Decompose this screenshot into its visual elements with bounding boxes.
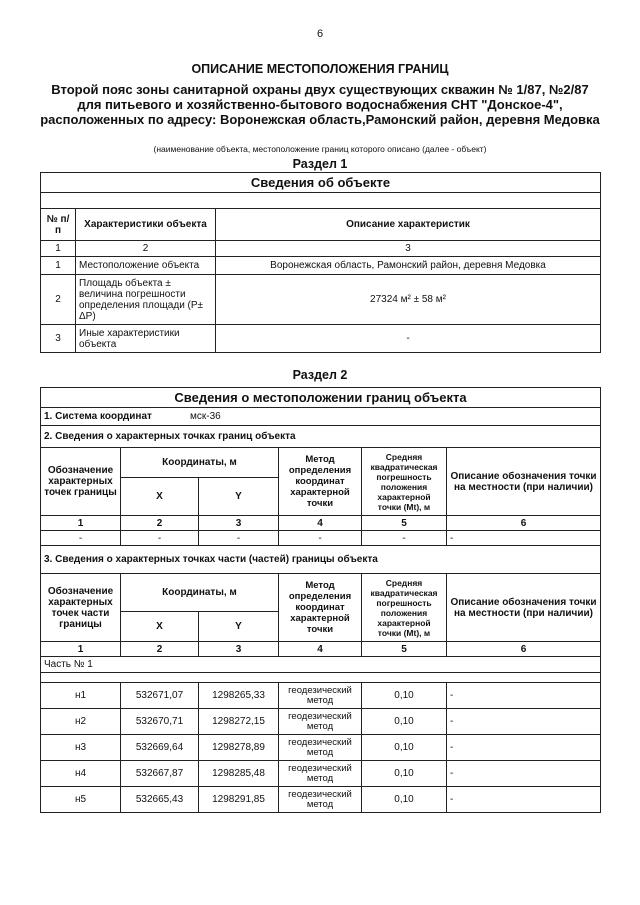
coordinate-system-value: мск-36 [190, 411, 221, 422]
row-characteristic: Иные характеристики объекта [76, 325, 216, 353]
coordinate-system-row [41, 408, 601, 426]
col-header-y: Y [199, 612, 279, 642]
point-description: - [447, 709, 601, 735]
index-cell: 6 [447, 642, 601, 657]
point-name: н1 [41, 683, 121, 709]
point-name: н3 [41, 735, 121, 761]
row-characteristic: Площадь объекта ± величина погрешности определения площади (Р± ΔР) [76, 275, 216, 325]
col-header-mt: Средняя квадратическая погрешность положения характерной точки (Mt), м [362, 448, 447, 516]
point-description: - [447, 787, 601, 813]
col-header-mt: Средняя квадратическая погрешность положения характерной точки (Mt), м [362, 574, 447, 642]
col-header-y: Y [199, 478, 279, 516]
table-row [41, 257, 601, 275]
index-cell: 5 [362, 642, 447, 657]
point-method: геодезический метод [279, 735, 362, 761]
empty-cell: - [362, 531, 447, 546]
empty-cell: - [199, 531, 279, 546]
index-cell: 2 [121, 516, 199, 531]
document-title: ОПИСАНИЕ МЕСТОПОЛОЖЕНИЯ ГРАНИЦ [191, 62, 449, 76]
point-name: н2 [41, 709, 121, 735]
part-label: Часть № 1 [41, 657, 601, 673]
col-header-characteristics: Характеристики объекта [76, 209, 216, 241]
point-y: 1298278,89 [199, 735, 279, 761]
empty-cell: - [41, 531, 121, 546]
section-1-table [40, 172, 601, 353]
col-header-x: X [121, 478, 199, 516]
index-cell: 3 [199, 642, 279, 657]
point-name: н4 [41, 761, 121, 787]
spacer-row [41, 193, 601, 209]
object-subtitle: Второй пояс зоны санитарной охраны двух существующих скважин № 1/87, №2/87 для питьевого и хозяйственно-бытового водоснабжения СНТ "Донское-4", расположенных по адресу: Воронежская область,Рамонский район, деревня Медовка [40, 82, 600, 127]
point-mt: 0,10 [362, 761, 447, 787]
index-cell: 2 [121, 642, 199, 657]
points-section-title: 2. Сведения о характерных точках границ объекта [41, 426, 601, 448]
index-cell: 4 [279, 642, 362, 657]
col-header-number: № п/п [41, 209, 76, 241]
row-characteristic: Местоположение объекта [76, 257, 216, 275]
row-description: 27324 м² ± 58 м² [216, 275, 601, 325]
table-row [41, 761, 601, 787]
col-header-method: Метод определения координат характерной точки [279, 574, 362, 642]
point-method: геодезический метод [279, 787, 362, 813]
index-cell: 3 [199, 516, 279, 531]
col-header-coordinates: Координаты, м [121, 448, 279, 478]
index-cell: 1 [41, 642, 121, 657]
table-row [41, 325, 601, 353]
point-y: 1298265,33 [199, 683, 279, 709]
col-header-point-description: Описание обозначения точки на местности (при наличии) [447, 448, 601, 516]
index-cell: 1 [41, 516, 121, 531]
point-y: 1298291,85 [199, 787, 279, 813]
point-method: геодезический метод [279, 683, 362, 709]
col-header-part-point-name: Обозначение характерных точек части границы [41, 574, 121, 642]
point-method: геодезический метод [279, 761, 362, 787]
index-cell: 3 [216, 241, 601, 257]
col-header-point-name: Обозначение характерных точек границы [41, 448, 121, 516]
point-mt: 0,10 [362, 709, 447, 735]
point-mt: 0,10 [362, 683, 447, 709]
table-row [41, 683, 601, 709]
page-number: 6 [316, 28, 324, 40]
point-description: - [447, 683, 601, 709]
parts-section-title: 3. Сведения о характерных точках части (частей) границы объекта [41, 546, 601, 574]
row-number: 2 [41, 275, 76, 325]
col-header-coordinates: Координаты, м [121, 574, 279, 612]
point-y: 1298285,48 [199, 761, 279, 787]
row-number: 1 [41, 257, 76, 275]
point-name: н5 [41, 787, 121, 813]
point-y: 1298272,15 [199, 709, 279, 735]
section-2-header: Сведения о местоположении границ объекта [41, 388, 601, 408]
empty-cell: - [279, 531, 362, 546]
table-row [41, 735, 601, 761]
col-header-description: Описание характеристик [216, 209, 601, 241]
index-cell: 4 [279, 516, 362, 531]
point-x: 532670,71 [121, 709, 199, 735]
index-cell: 2 [76, 241, 216, 257]
point-description: - [447, 735, 601, 761]
spacer-row [41, 673, 601, 683]
row-number: 3 [41, 325, 76, 353]
point-x: 532667,87 [121, 761, 199, 787]
point-mt: 0,10 [362, 787, 447, 813]
point-method: геодезический метод [279, 709, 362, 735]
empty-cell: - [121, 531, 199, 546]
row-description: Воронежская область, Рамонский район, деревня Медовка [216, 257, 601, 275]
point-description: - [447, 761, 601, 787]
point-x: 532665,43 [121, 787, 199, 813]
empty-cell: - [447, 531, 601, 546]
col-header-point-description: Описание обозначения точки на местности (при наличии) [447, 574, 601, 642]
section-1-header: Сведения об объекте [41, 173, 601, 193]
section-1-label: Раздел 1 [292, 157, 348, 171]
section-2-table [40, 387, 601, 813]
coordinate-system-label: 1. Система координат [44, 411, 152, 422]
point-mt: 0,10 [362, 735, 447, 761]
table-row [41, 531, 601, 546]
point-x: 532671,07 [121, 683, 199, 709]
col-header-x: X [121, 612, 199, 642]
section-2-label: Раздел 2 [292, 368, 348, 382]
table-row [41, 709, 601, 735]
index-cell: 6 [447, 516, 601, 531]
col-header-method: Метод определения координат характерной точки [279, 448, 362, 516]
index-cell: 1 [41, 241, 76, 257]
table-row [41, 787, 601, 813]
table-row [41, 275, 601, 325]
row-description: - [216, 325, 601, 353]
index-cell: 5 [362, 516, 447, 531]
object-note: (наименование объекта, местоположение границ которого описано (далее - объект) [153, 144, 487, 154]
point-x: 532669,64 [121, 735, 199, 761]
